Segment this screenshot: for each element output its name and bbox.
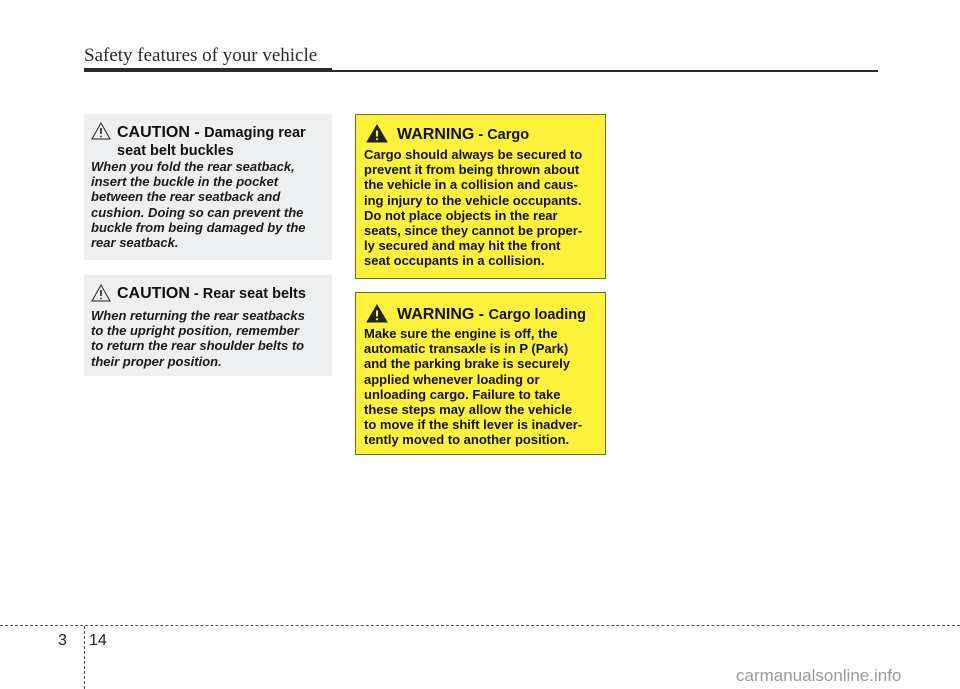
caution-title — [117, 285, 306, 303]
body-line: their proper position. — [91, 353, 222, 369]
page-number: 14 — [89, 632, 107, 649]
body-line: to the upright position, remember — [91, 323, 300, 339]
watermark: carmanualsonline.info — [736, 666, 902, 685]
body-line: Make sure the engine is off, the — [364, 326, 558, 341]
warning-body — [364, 326, 597, 448]
body-line: applied whenever loading or — [364, 371, 540, 387]
warning-title — [397, 306, 586, 324]
caution-subject: Damaging rear — [204, 125, 306, 141]
caution-triangle-icon — [91, 122, 111, 140]
warning-lead: WARNING — [397, 126, 475, 143]
body-line: and the parking brake is securely — [364, 356, 570, 372]
body-line: When returning the rear seatbacks — [91, 308, 305, 323]
body-line: cushion. Doing so can prevent the — [91, 204, 304, 220]
footer-divider — [84, 626, 85, 689]
body-line: seat occupants in a collision. — [364, 253, 545, 269]
body-line: When you fold the rear seatback, — [91, 159, 295, 174]
body-line: Do not place objects in the rear — [364, 207, 558, 223]
warning-lead: WARNING - — [397, 306, 489, 323]
header-rule-thick — [84, 68, 332, 72]
body-line: Cargo should always be secured to — [364, 147, 583, 162]
body-line: ly secured and may hit the front — [364, 238, 561, 254]
body-line: these steps may allow the vehicle — [364, 402, 573, 418]
body-line: prevent it from being thrown about — [364, 162, 580, 178]
caution-subject: - Rear seat belts — [189, 286, 306, 302]
body-line: insert the buckle in the pocket — [91, 174, 279, 190]
section-number: 3 — [58, 632, 67, 649]
warning-box-cargo — [355, 114, 606, 279]
caution-box-belts — [84, 275, 332, 376]
body-line: seats, since they cannot be proper- — [364, 223, 583, 239]
section-title: Safety features of your vehicle — [84, 45, 318, 66]
caution-triangle-icon — [91, 284, 111, 302]
footer-rule — [0, 625, 960, 626]
body-line: the vehicle in a collision and caus- — [364, 177, 578, 193]
warning-title — [397, 126, 529, 144]
body-line: to move if the shift lever is inadver- — [364, 417, 583, 433]
body-line: between the rear seatback and — [91, 189, 281, 205]
caution-lead: CAUTION — [117, 285, 190, 302]
body-line: to return the rear shoulder belts to — [91, 338, 305, 354]
warning-triangle-icon — [366, 124, 388, 143]
caution-body — [91, 159, 324, 250]
warning-subject: Cargo loading — [488, 307, 587, 323]
caution-subject-2: seat belt buckles — [117, 143, 234, 159]
body-line: tently moved to another position. — [364, 432, 570, 448]
warning-subject: - Cargo — [474, 127, 530, 143]
body-line: ing injury to the vehicle occupants. — [364, 192, 582, 208]
body-line: automatic transaxle is in P (Park) — [364, 341, 569, 357]
warning-box-cargo-loading — [355, 292, 606, 455]
warning-triangle-icon — [366, 304, 388, 323]
header-rule-thin — [332, 70, 878, 72]
caution-lead: CAUTION - — [117, 124, 205, 141]
caution-box-buckles — [84, 114, 332, 260]
body-line: buckle from being damaged by the — [91, 219, 306, 235]
caution-title — [117, 124, 306, 160]
body-line: unloading cargo. Failure to take — [364, 386, 561, 402]
warning-body — [364, 147, 597, 269]
body-line: rear seatback. — [91, 235, 179, 251]
caution-body — [91, 308, 324, 369]
